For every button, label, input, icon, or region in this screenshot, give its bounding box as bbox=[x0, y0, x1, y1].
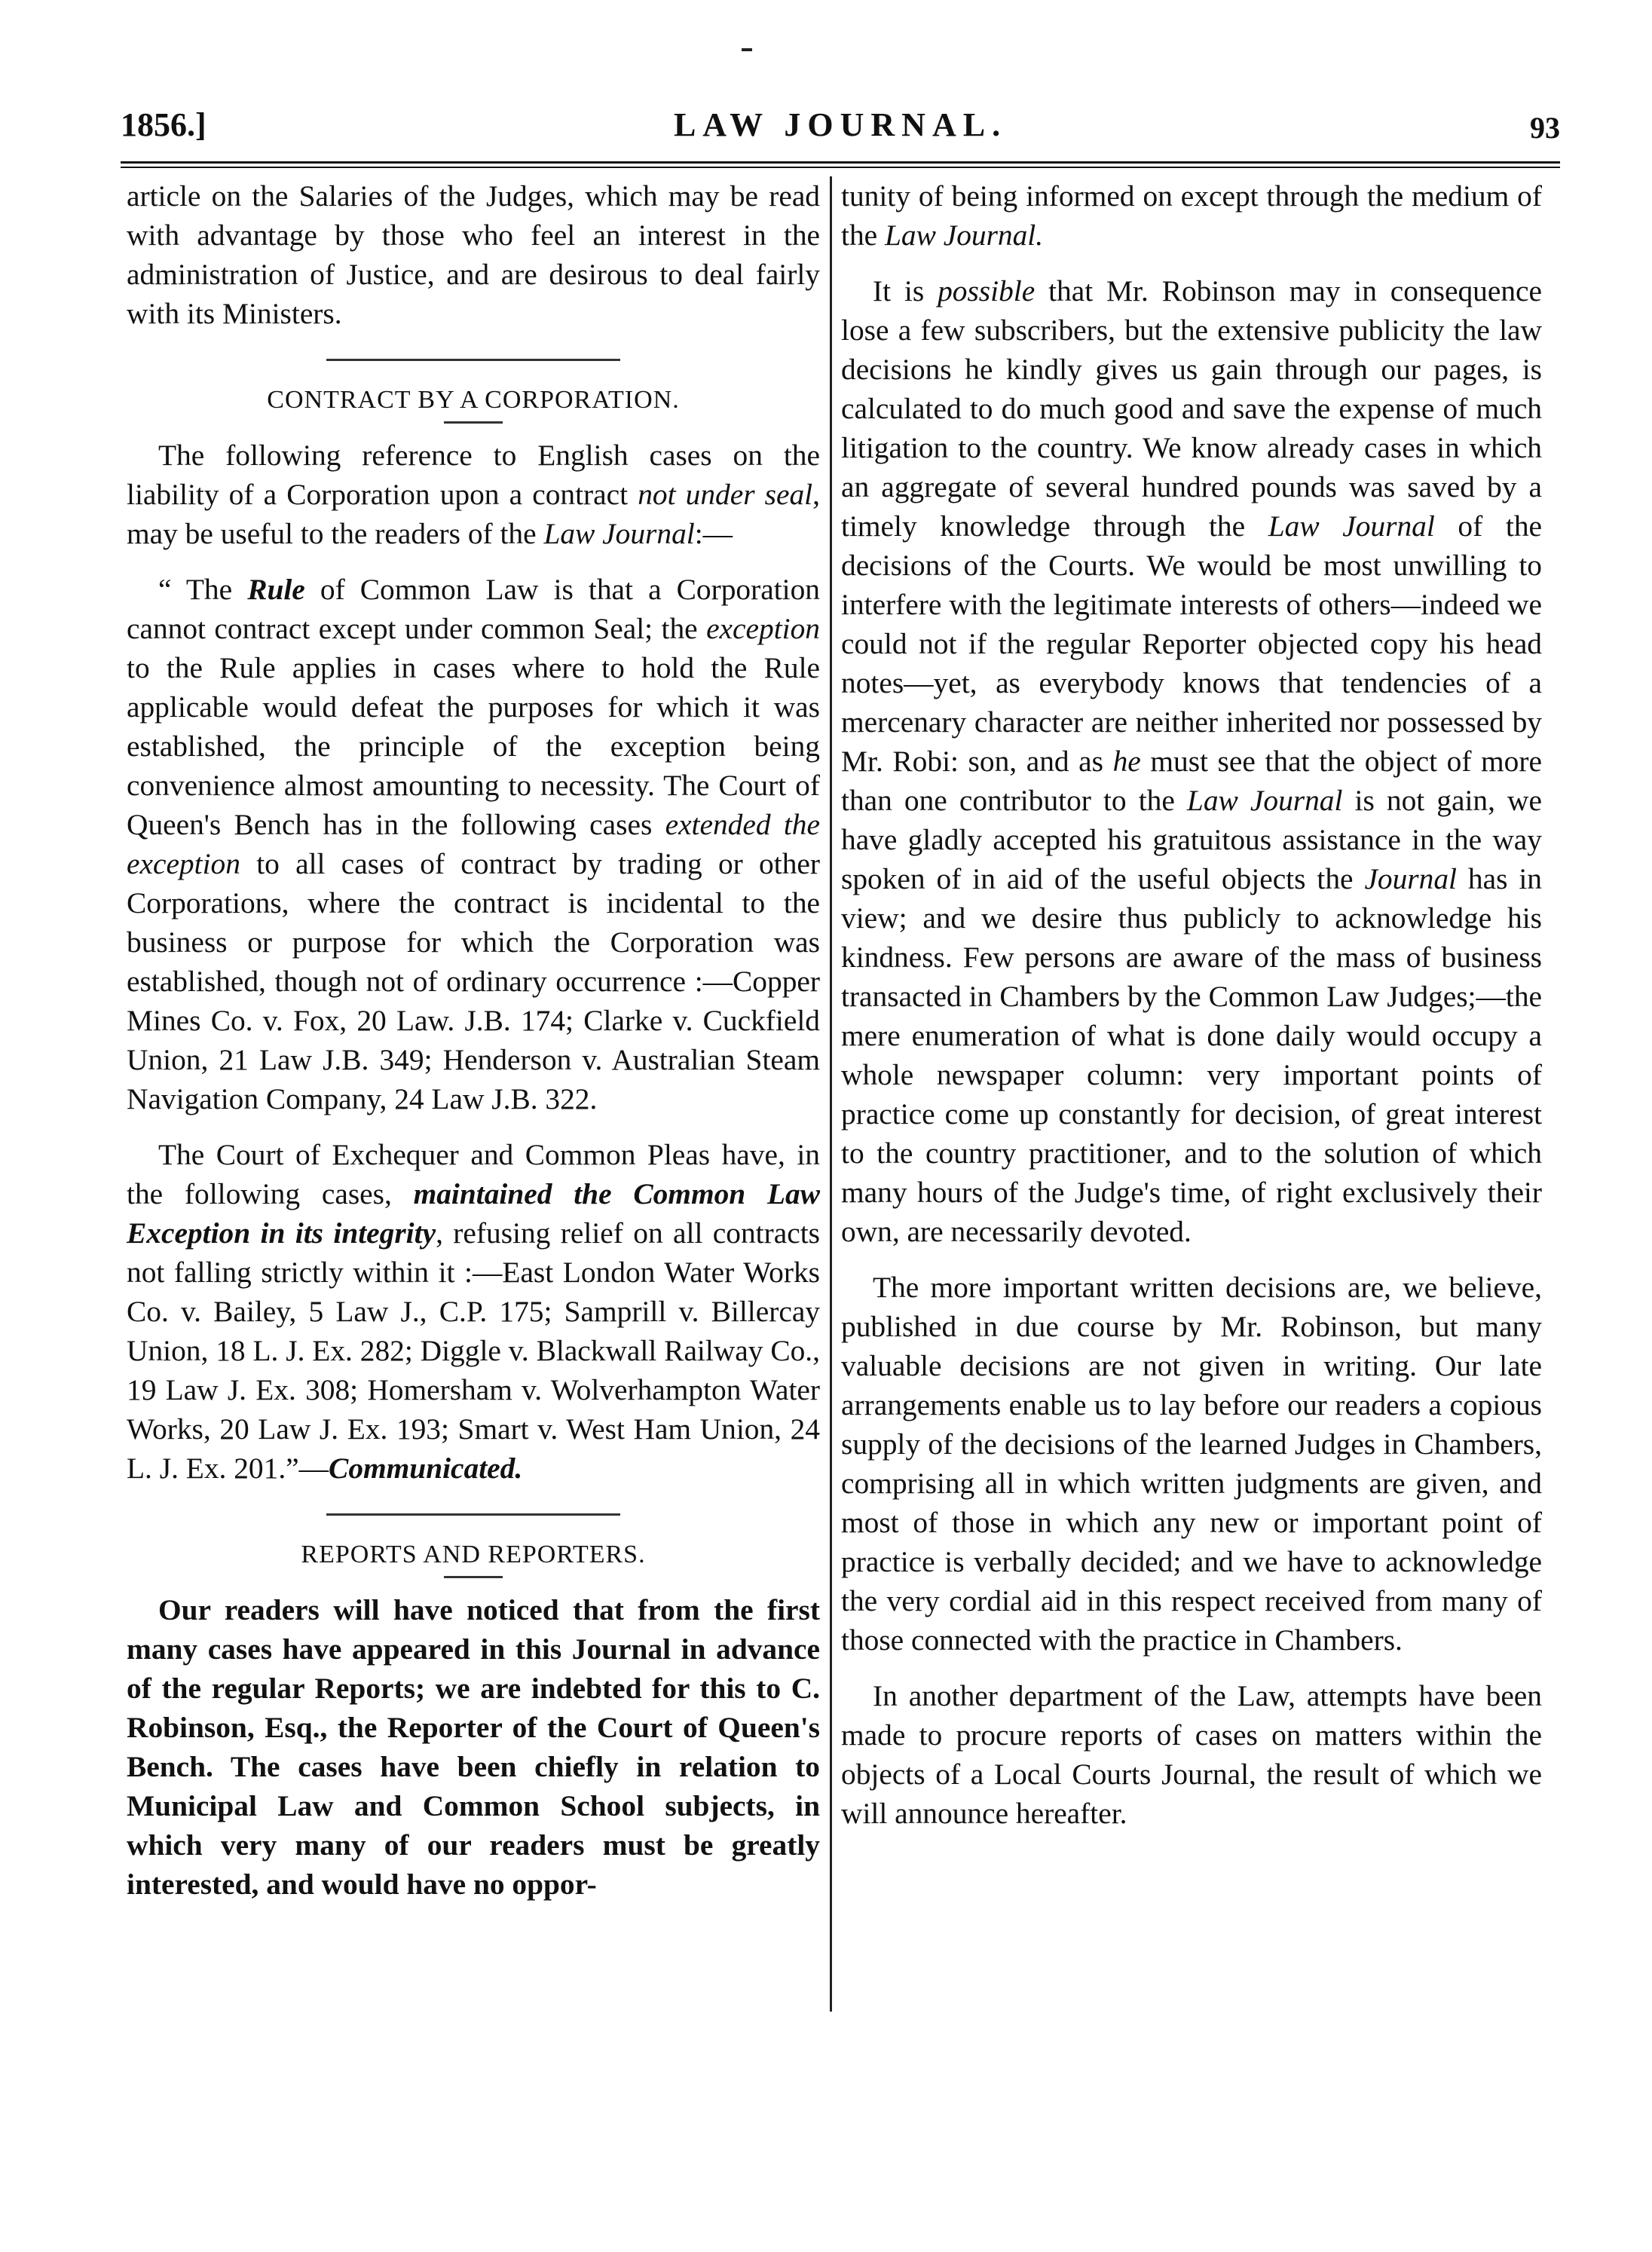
page-number: 93 bbox=[1530, 111, 1560, 145]
section-heading: CONTRACT BY A CORPORATION. bbox=[267, 386, 680, 414]
page-mark bbox=[742, 48, 752, 51]
right-column bbox=[841, 176, 1542, 1833]
paragraph: tunity of being informed on except through the medium of the Law Journal. bbox=[841, 179, 1542, 252]
column-divider bbox=[830, 176, 832, 2012]
paragraph: article on the Salaries of the Judges, which may be read with advantage by those who feel an interest in the administration of Justice, and are desirous to deal fairly with its Ministers. bbox=[127, 179, 820, 330]
quoted-paragraph: “ The Rule of Common Law is that a Corporation cannot contract except under common Seal; the exception to the Rule applies in cases where to hold the Rule applicable would defeat the purposes for which it was established, the principle of the exception being convenience almost amounting to necessity. The Court of Queen's Bench has in the following cases extended the exception to all cases of contract by trading or other Corporations, where the contract is incidental to the business or purpose for which the Corporation was established, though not of ordinary occurrence :—Copper Mines Co. v. Fox, 20 Law. J.B. 174; Clarke v. Cuckfield Union, 21 Law J.B. 349; Henderson v. Australian Steam Navigation Company, 24 Law J.B. 322. bbox=[127, 573, 820, 1115]
header-year: 1856.] bbox=[121, 106, 206, 143]
left-column bbox=[127, 176, 820, 1904]
section-divider bbox=[326, 359, 620, 361]
quoted-paragraph: The Court of Exchequer and Common Pleas have, in the following cases, maintained the Common Law Exception in its integrity, refusing relief on all contracts not falling strictly within it :—East London Water Works Co. v. Bailey, 5 Law J., C.P. 175; Samprill v. Billercay Union, 18 L. J. Ex. 282; Diggle v. Blackwall Railway Co., 19 Law J. Ex. 308; Homersham v. Wolverhampton Water Works, 20 Law J. Ex. 193; Smart v. West Ham Union, 24 L. J. Ex. 201.”—Communicated. bbox=[127, 1138, 820, 1485]
paragraph: The more important written decisions are, we believe, published in due course by Mr. Robinson, but many valuable decisions are not given in writing. Our late arrangements enable us to lay before our readers a copious supply of the decisions of the learned Judges in Chambers, comprising all in which written judgments are given, and most of those in which any new or important point of practice is verbally decided; and we have to acknowledge the very cordial aid in this respect received from many of those connected with the practice in Chambers. bbox=[841, 1271, 1542, 1657]
journal-title: LAW JOURNAL. bbox=[673, 106, 1008, 143]
running-header bbox=[121, 106, 1560, 158]
paragraph: The following reference to English cases on the liability of a Corporation upon a contract not under seal, may be useful to the readers of the Law Journal:— bbox=[127, 439, 820, 550]
heading-rule bbox=[444, 1576, 503, 1578]
paragraph: In another department of the Law, attempts have been made to procure reports of cases on matters within the objects of a Local Courts Journal, the result of which we will announce hereafter. bbox=[841, 1679, 1542, 1830]
paragraph: Our readers will have noticed that from the first many cases have appeared in this Journal in advance of the regular Reports; we are indebted for this to C. Robinson, Esq., the Reporter of the Court of Queen's Bench. The cases have been chiefly in relation to Municipal Law and Common School subjects, in which very many of our readers must be greatly interested, and would have no oppor- bbox=[127, 1593, 820, 1901]
paragraph: It is possible that Mr. Robinson may in consequence lose a few subscribers, but the extensive publicity the law decisions he kindly gives us gain through our pages, is calculated to do much good and save the expense of much litigation to the country. We know already cases in which an aggregate of several hundred pounds was saved by a timely knowledge through the Law Journal of the decisions of the Courts. We would be most unwilling to interfere with the legitimate interests of others—indeed we could not if the regular Reporter objected copy his head notes—yet, as everybody knows that tendencies of a mercenary character are neither inherited nor possessed by Mr. Robi: son, and as he must see that the object of more than one contributor to the Law Journal is not gain, we have gladly accepted his gratuitous assistance in the way spoken of in aid of the useful objects the Journal has in view; and we desire thus publicly to acknowledge his kindness. Few persons are aware of the mass of business transacted in Chambers by the Common Law Judges;—the mere enumeration of what is done daily would occupy a whole newspaper column: very important points of practice come up constantly for decision, of great interest to the country practitioner, and to the solution of which many hours of the Judge's time, of right exclusively their own, are necessarily devoted. bbox=[841, 274, 1543, 1248]
header-rule bbox=[121, 161, 1560, 168]
heading-rule bbox=[444, 421, 503, 424]
section-divider bbox=[326, 1513, 620, 1516]
section-heading: REPORTS AND REPORTERS. bbox=[301, 1541, 646, 1568]
